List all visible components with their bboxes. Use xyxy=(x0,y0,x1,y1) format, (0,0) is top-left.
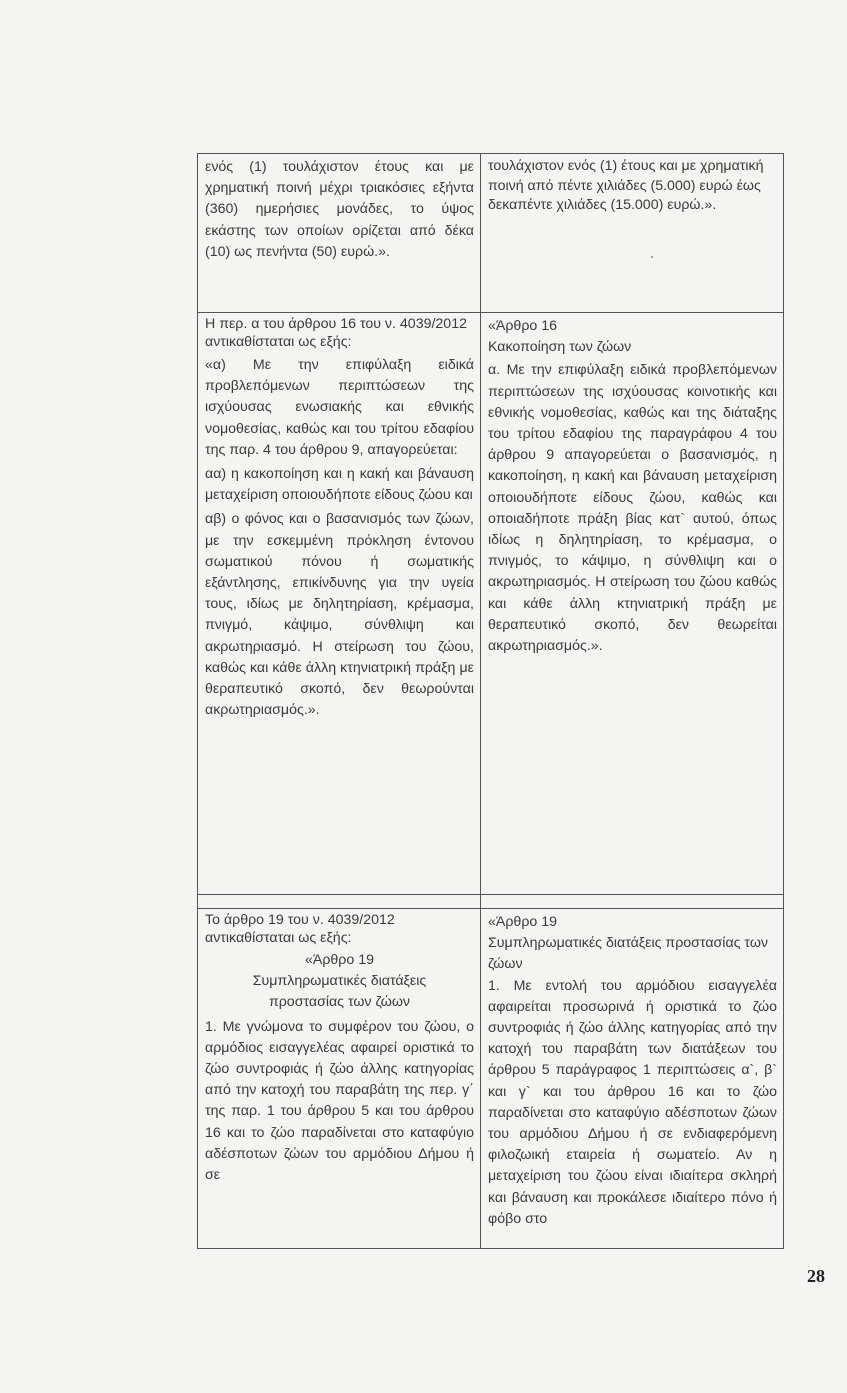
table-cell-proposed-text xyxy=(481,909,784,1249)
table-row xyxy=(198,154,784,313)
article-title: Κακοποίηση των ζώων xyxy=(488,339,632,356)
paragraph: ενός (1) τουλάχιστον έτους και με χρηματική ποινή μέχρι τριακόσιες εξήντα (360) ημερήσιες μονάδες, το ύψος εκάστης των οποίων ορίζεται από δέκα (10) ως πενήντα (50) ευρώ.». xyxy=(205,159,474,260)
table-cell-current-text xyxy=(198,909,481,1249)
paragraph: τουλάχιστον ενός (1) έτους και με χρηματική ποινή από πέντε χιλιάδες (5.000) ευρώ έως δεκαπέντε χιλιάδες (15.000) ευρώ.». xyxy=(488,158,764,213)
article-heading: «Άρθρο 19 xyxy=(304,952,374,968)
article-heading: «Άρθρο 16 xyxy=(488,318,558,334)
table-spacer-cell xyxy=(481,895,784,909)
article-title: προστασίας των ζώων xyxy=(268,994,411,1011)
page-number: 28 xyxy=(807,1266,825,1286)
table-cell-proposed-text xyxy=(481,154,784,313)
paragraph: 1. Με εντολή του αρμόδιου εισαγγελέα αφαιρείται προσωρινά ή οριστικά το ζώο συντροφιάς ή ζώο άλλης κατηγορίας από την κατοχή του παραβάτη των διατάξεων του άρθρου 5 παράγραφος 1 περιπτώσεις α`, β` και γ` και του άρθρου 16 και το ζώο παραδίνεται στο καταφύγιο αδέσποτων ζώων του αρμόδιου Δήμου ή σε ενδιαφερόμενη φιλοζωική εταιρεία ή σωματείο. Αν η μεταχείριση του ζώου είναι ιδιαίτερα σκληρή και βάναυση και προκάλεσε ιδιαίτερο πόνο ή φόβο στο xyxy=(488,977,777,1227)
scan-speck xyxy=(651,256,653,258)
paragraph: αβ) ο φόνος και ο βασανισμός των ζώων, με την εσκεμμένη πρόκληση έντονου σωματικού πόνου ή σωματικής εξάντλησης, επικίνδυνης για την υγεία τους, ιδίως με δηλητηρίαση, κρέμασμα, πνιγμό, κάψιμο, σύνθλιψη και ακρωτηριασμό. Η στείρωση του ζώου, καθώς και κάθε άλλη κτηνιατρική πράξη με θεραπευτικό σκοπό, δεν θεωρούνται ακρωτηριασμός.». xyxy=(205,511,474,719)
paragraph: αα) η κακοποίηση και η κακή και βάναυση μεταχείριση οποιουδήποτε είδους ζώου και xyxy=(205,466,474,504)
paragraph: 1. Με γνώμονα το συμφέρον του ζώου, ο αρμόδιος εισαγγελέας αφαιρεί οριστικά το ζώο συντροφιάς ή ζώο άλλης κατηγορίας από την κατοχή του παραβάτη της περ. γ΄ της παρ. 1 του άρθρου 5 και του άρθρου 16 και το ζώο παραδίνεται στο καταφύγιο αδέσποτων ζώων του αρμόδιου Δήμου ή σε xyxy=(205,1018,474,1184)
paragraph: «α) Με την επιφύλαξη ειδικά προβλεπόμενων περιπτώσεων της ισχύουσας ενωσιακής και εθνικής νομοθεσίας, καθώς και του τρίτου εδαφίου της παρ. 4 του άρθρου 9, απαγορεύεται: xyxy=(205,357,474,458)
comparison-table xyxy=(197,153,784,1249)
article-title: Συμπληρωματικές διατάξεις προστασίας των ζώων xyxy=(488,935,768,973)
table-spacer-row xyxy=(198,895,784,909)
table-cell-proposed-text xyxy=(481,313,784,895)
paragraph: Το άρθρο 19 του ν. 4039/2012 αντικαθίσταται ως εξής: xyxy=(205,912,395,946)
article-heading: «Άρθρο 19 xyxy=(488,914,558,930)
paragraph: α. Με την επιφύλαξη ειδικά προβλεπόμενων περιπτώσεων της ισχύουσας κοινοτικής και εθνικής νομοθεσίας, καθώς και της διάταξης του τρίτου εδαφίου της παραγράφου 4 του άρθρου 9 απαγορεύεται ο βασανισμός, η κακοποίηση, η κακή και βάναυση μεταχείριση οποιουδήποτε είδους ζώου, καθώς και οποιαδήποτε πράξη βίας κατ` αυτού, όπως ιδίως η δηλητηρίαση, το κρέμασμα, ο πνιγμός, το κάψιμο, η σύνθλιψη και ο ακρωτηριασμός. Η στείρωση του ζώου καθώς και κάθε άλλη κτηνιατρική πράξη με θεραπευτικό σκοπό, δεν θεωρείται ακρωτηριασμός.». xyxy=(488,362,777,655)
table-cell-current-text xyxy=(198,313,481,895)
article-title: Συμπληρωματικές διατάξεις xyxy=(252,973,427,990)
table-cell-current-text xyxy=(198,154,481,313)
table-spacer-cell xyxy=(198,895,481,909)
table-row xyxy=(198,313,784,895)
paragraph: Η περ. α του άρθρου 16 του ν. 4039/2012 αντικαθίσταται ως εξής: xyxy=(205,316,467,350)
table-row xyxy=(198,909,784,1249)
